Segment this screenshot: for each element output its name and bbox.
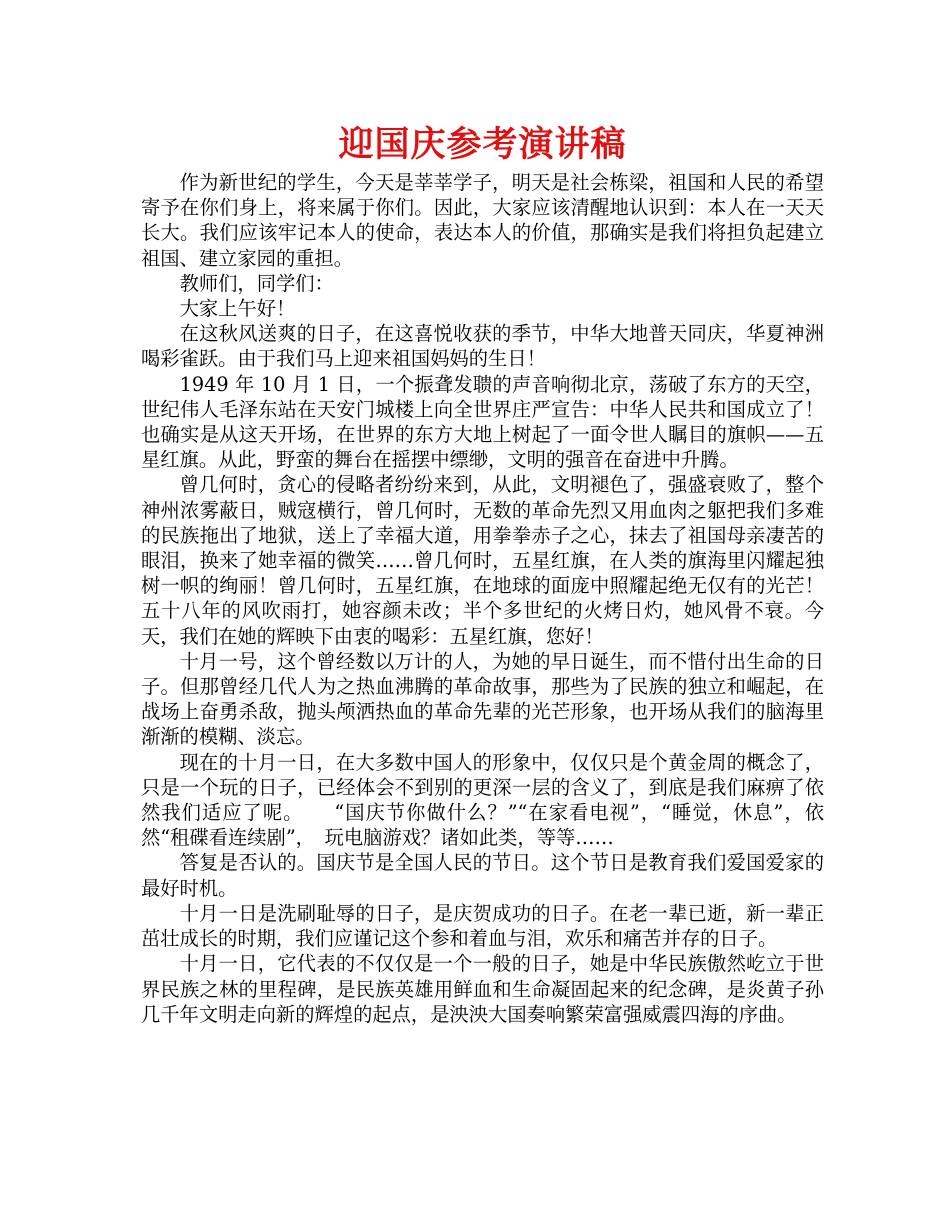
paragraph: 答复是否认的。国庆节是全国人民的节日。这个节日是教育我们爱国爱家的最好时机。: [141, 851, 824, 900]
document-body: [141, 170, 824, 1027]
paragraph: 大家上午好！: [179, 297, 296, 321]
paragraph: 十月一日，它代表的不仅仅是一个一般的日子，她是中华民族傲然屹立于世界民族之林的里程碑，是民族英雄用鲜血和生命凝固起来的纪念碑，是炎黄子孙几千年文明走向新的辉煌的起点，是泱泱大国奏响繁荣富强威震四海的序曲。: [141, 952, 824, 1026]
paragraph: 1949 年 10 月 1 日，一个振聋发聩的声音响彻北京，荡破了东方的天空，世纪伟人毛泽东站在天安门城楼上向全世界庄严宣告：中华人民共和国成立了！也确实是从这天开场，在世界的东方大地上树起了一面令世人瞩目的旗帜——五星红旗。从此，野蛮的舞台在摇摆中缥缈，文明的强音在奋进中升腾。: [141, 372, 824, 472]
paragraph: 作为新世纪的学生，今天是莘莘学子，明天是社会栋梁，祖国和人民的希望寄予在你们身上，将来属于你们。因此，大家应该清醒地认识到：本人在一天天长大。我们应该牢记本人的使命，表达本人的价值，那确实是我们将担负起建立祖国、建立家园的重担。: [141, 171, 824, 270]
document-title: 迎国庆参考演讲稿: [338, 124, 627, 165]
paragraph: 在这秋风送爽的日子，在这喜悦收获的季节，中华大地普天同庆，华夏神洲喝彩雀跃。由于我们马上迎来祖国妈妈的生日！: [141, 322, 824, 371]
paragraph: 十月一日是洗刷耻辱的日子，是庆贺成功的日子。在老一辈已逝，新一辈正茁壮成长的时期，我们应谨记这个参和着血与泪，欢乐和痛苦并存的日子。: [141, 901, 824, 951]
paragraph: 十月一号，这个曾经数以万计的人，为她的早日诞生，而不惜付出生命的日子。但那曾经几代人为之热血沸腾的革命故事，那些为了民族的独立和崛起，在战场上奋勇杀敌，抛头颅洒热血的革命先辈的光芒形象，也开场从我们的脑海里渐渐的模糊、淡忘。: [141, 649, 824, 749]
paragraph: 教师们，同学们：: [179, 271, 334, 295]
paragraph: 现在的十月一日，在大多数中国人的形象中，仅仅只是个黄金周的概念了，只是一个玩的日子，已经体会不到别的更深一层的含义了，到底是我们麻痹了依然我们适应了呢。 “国庆节你做什么？”“在家看电视”，“睡觉，休息”，依然“租碟看连续剧”， 玩电脑游戏？诸如此类，等等……: [141, 750, 824, 850]
paragraph: 曾几何时，贪心的侵略者纷纷来到，从此，文明褪色了，强盛衰败了，整个神州浓雾蔽日，贼寇横行，曾几何时，无数的革命先烈又用血肉之躯把我们多难的民族拖出了地狱，送上了幸福大道，用拳拳赤子之心，抹去了祖国母亲凄苦的眼泪，换来了她幸福的微笑……曾几何时，五星红旗，在人类的旗海里闪耀起独树一帜的绚丽！曾几何时，五星红旗，在地球的面庞中照耀起绝无仅有的光芒！五十八年的风吹雨打，她容颜未改；半个多世纪的火烤日灼，她风骨不衰。今天，我们在她的辉映下由衷的喝彩：五星红旗，您好！: [141, 473, 824, 648]
